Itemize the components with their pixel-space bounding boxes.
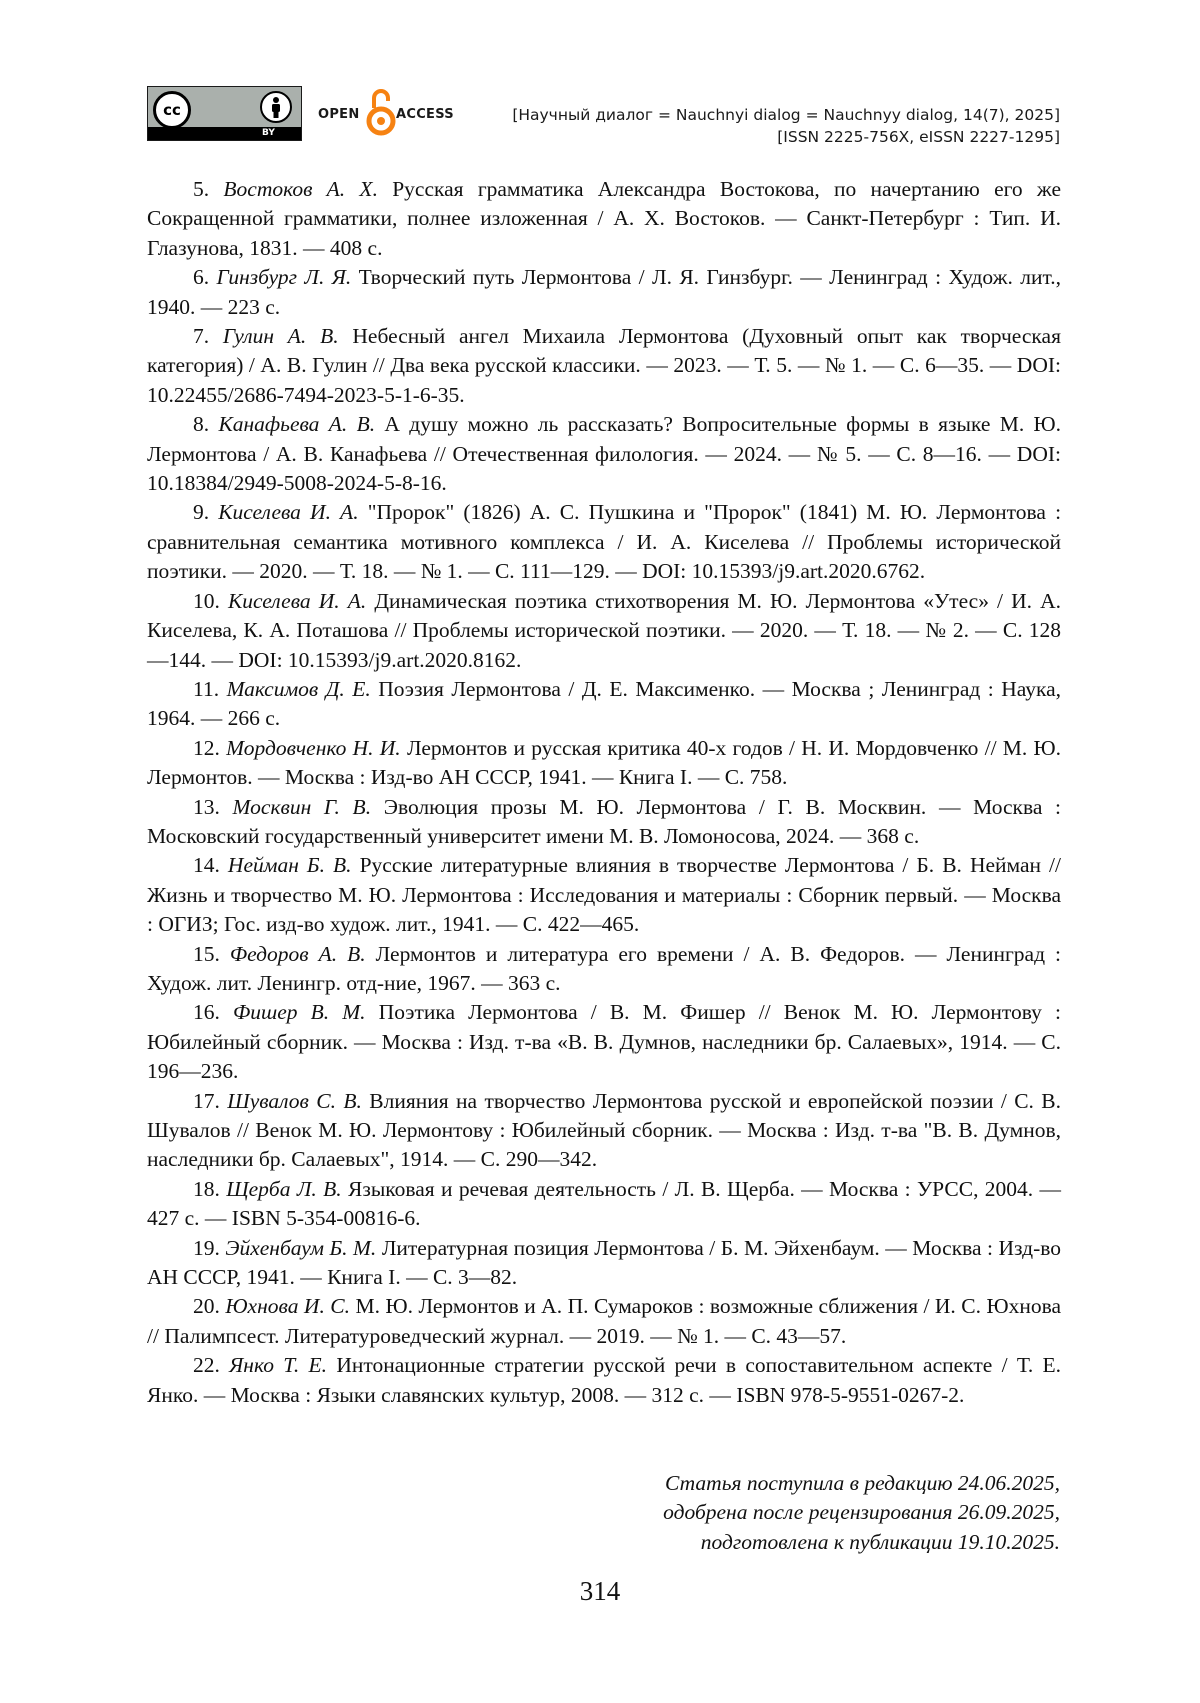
reference-author: Юхнова И. С. xyxy=(225,1294,351,1319)
reference-text: Эволюция прозы М. Ю. Лермонтова / Г. В. Москвин. — Москва : Московский государственный университет имени М. В. Ломоносова, 2024. — 368 с. xyxy=(147,794,1062,848)
reference-item xyxy=(147,410,1061,498)
reference-number: 5. xyxy=(193,177,210,201)
reference-number: 14. xyxy=(193,853,220,878)
reference-text: Интонационные стратегии русской речи в сопоставительном аспекте / Т. Е. Янко. — Москва : Языки славянских культур, 2008. — 312 с. — ISBN 978-5-9551-0267-2. xyxy=(147,1353,1061,1407)
reference-text: Небесный ангел Михаила Лермонтова (Духовный опыт как творческая категория) / А. В. Гулин // Два века русской классики. — 2023. — Т. 5. — № 1. — С. 6—35. — DOI: 10.22455/2686-7494-2023-5-1-6-35. xyxy=(147,324,1061,407)
journal-issn-line: [ISSN 2225-756X, eISSN 2227-1295] xyxy=(777,128,1060,146)
reference-item xyxy=(147,498,1061,586)
reference-text: Творческий путь Лермонтова / Л. Я. Гинзбург. — Ленинград : Худож. лит., 1940. — 223 с. xyxy=(147,265,1062,319)
reference-text: Лермонтов и литература его времени / А. В. Федоров. — Ленинград : Худож. лит. Ленингр. отд-ние, 1967. — 363 с. xyxy=(147,941,1061,995)
reference-number: 13. xyxy=(193,794,220,819)
reference-item xyxy=(147,734,1061,793)
reference-author: Киселева И. А. xyxy=(218,500,359,525)
reference-item xyxy=(147,1234,1061,1293)
reference-item xyxy=(147,263,1061,322)
reference-text: Поэзия Лермонтова / Д. Е. Максименко. — Москва ; Ленинград : Наука, 1964. — 266 с. xyxy=(147,676,1062,731)
reference-number: 8. xyxy=(193,412,210,437)
reference-author: Шувалов С. В. xyxy=(227,1088,362,1113)
reference-item xyxy=(147,998,1061,1086)
reference-text: "Пророк" (1826) А. С. Пушкина и "Пророк" (1841) М. Ю. Лермонтова : сравнительная семантика мотивного комплекса / И. А. Киселева // Проблемы исторической поэтики. — 2020. — Т. 18. — № 1. — С. 111—129. — DOI: 10.15393/j9.art.2020.6762. xyxy=(147,500,1062,584)
attribution-person-icon xyxy=(260,91,292,123)
reference-number: 17. xyxy=(193,1088,220,1113)
reference-author: Мордовченко Н. И. xyxy=(226,735,401,760)
reference-author: Москвин Г. В. xyxy=(232,794,372,819)
reference-author: Гинзбург Л. Я. xyxy=(216,265,352,290)
cc-by-license-badge[interactable] xyxy=(147,86,302,141)
reference-author: Гулин А. В. xyxy=(222,324,339,349)
reference-text: Поэтика Лермонтова / В. М. Фишер // Венок М. Ю. Лермонтову : Юбилейный сборник. — Москва : Изд. т-ва «В. В. Думнов, наследники бр. Салаевых», 1914. — С. 196—236. xyxy=(147,1000,1062,1084)
reference-number: 22. xyxy=(193,1353,220,1378)
reference-number: 10. xyxy=(193,588,220,613)
reference-author: Нейман Б. В. xyxy=(227,853,352,878)
reference-item xyxy=(147,940,1061,999)
reference-item xyxy=(147,322,1061,410)
reference-item xyxy=(147,1175,1061,1234)
reference-number: 20. xyxy=(193,1294,220,1319)
reference-text: Влияния на творчество Лермонтова русской и европейской поэзии / С. В. Шувалов // Венок М. Ю. Лермонтову : Юбилейный сборник. — Москва : Изд. т-ва "В. В. Думнов, наследники бр. Салаевых", 1914. — С. 290—342. xyxy=(147,1088,1062,1172)
reference-text: М. Ю. Лермонтов и А. П. Сумароков : возможные сближения / И. С. Юхнова // Палимпсест. Литературоведческий журнал. — 2019. — № 1. — С. 43—57. xyxy=(147,1294,1061,1348)
reference-number: 15. xyxy=(193,941,220,966)
journal-citation-header xyxy=(512,104,1060,148)
reference-text: Русская грамматика Александра Востокова, по начертанию его же Сокращенной грамматики, полнее изложенная / А. Х. Востоков. — Санкт-Петербург : Тип. И. Глазунова, 1831. — 408 с. xyxy=(147,177,1062,260)
reference-author: Канафьева А. В. xyxy=(218,412,376,437)
reference-text: Динамическая поэтика стихотворения М. Ю. Лермонтова «Утес» / И. А. Киселева, К. А. Поташова // Проблемы исторической поэтики. — 2020. — Т. 18. — № 2. — С. 128—144. — DOI: 10.15393/j9.art.2020.8162. xyxy=(147,588,1061,672)
open-lock-icon xyxy=(365,86,397,138)
reference-number: 12. xyxy=(193,735,220,760)
reference-number: 9. xyxy=(193,500,210,525)
reference-item xyxy=(147,1292,1061,1351)
reference-number: 7. xyxy=(193,324,210,349)
open-access-logo[interactable] xyxy=(318,86,458,138)
reference-author: Фишер В. М. xyxy=(232,1000,366,1025)
reference-author: Щерба Л. В. xyxy=(226,1176,342,1201)
reference-item xyxy=(147,851,1061,939)
reference-text: Русские литературные влияния в творчестве Лермонтова / Б. В. Нейман // Жизнь и творчество М. Ю. Лермонтова : Исследования и материалы : Сборник первый. — Москва : ОГИЗ; Гос. изд-во худож. лит., 1941. — С. 422—465. xyxy=(147,853,1062,937)
reference-author: Янко Т. Е. xyxy=(229,1353,328,1378)
creative-commons-icon: cc xyxy=(153,91,191,129)
reference-author: Федоров А. В. xyxy=(229,941,366,966)
reference-text: Языковая и речевая деятельность / Л. В. Щерба. — Москва : УРСС, 2004. — 427 с. — ISBN 5-354-00816-6. xyxy=(147,1176,1062,1231)
received-date-line: Статья поступила в редакцию 24.06.2025, xyxy=(664,1471,1060,1495)
badge-by-label: BY xyxy=(262,128,275,138)
reference-text: А душу можно ль рассказать? Вопросительные формы в языке М. Ю. Лермонтова / А. В. Канафьева // Отечественная филология. — 2024. — № 5. — С. 8—16. — DOI: 10.18384/2949-5008-2024-5-8-16. xyxy=(147,412,1062,496)
prepared-date-line: подготовлена к публикации 19.10.2025. xyxy=(700,1529,1060,1554)
reference-number: 18. xyxy=(193,1176,220,1201)
reference-number: 11. xyxy=(193,676,220,701)
reference-number: 19. xyxy=(193,1235,220,1260)
reference-author: Максимов Д. Е. xyxy=(226,676,371,701)
reference-item xyxy=(147,793,1061,852)
reference-number: 6. xyxy=(193,265,210,290)
reference-item xyxy=(147,175,1061,263)
reference-item xyxy=(147,1087,1061,1175)
reference-list xyxy=(147,175,1061,1410)
open-access-left-label: OPEN xyxy=(318,107,360,122)
reference-author: Востоков А. Х. xyxy=(223,177,378,201)
open-access-right-label: ACCESS xyxy=(396,107,454,122)
reference-text: Литературная позиция Лермонтова / Б. М. Эйхенбаум. — Москва : Изд-во АН СССР, 1941. — Книга I. — С. 3—82. xyxy=(147,1235,1062,1290)
approved-date-line: одобрена после рецензирования 26.09.2025, xyxy=(663,1500,1060,1525)
reference-item xyxy=(147,675,1061,734)
reference-item xyxy=(147,587,1061,675)
reference-number: 16. xyxy=(193,1000,220,1025)
page-number: 314 xyxy=(579,1576,621,1606)
journal-title-line: [Научный диалог = Nauchnyi dialog = Nauchnyy dialog, 14(7), 2025] xyxy=(512,106,1060,124)
reference-text: Лермонтов и русская критика 40-х годов / Н. И. Мордовченко // М. Ю. Лермонтов. — Москва : Изд-во АН СССР, 1941. — Книга I. — С. 758. xyxy=(147,735,1062,790)
reference-author: Киселева И. А. xyxy=(227,588,367,613)
reference-item xyxy=(147,1351,1061,1410)
article-dates-note xyxy=(663,1469,1060,1557)
reference-author: Эйхенбаум Б. М. xyxy=(225,1235,377,1260)
